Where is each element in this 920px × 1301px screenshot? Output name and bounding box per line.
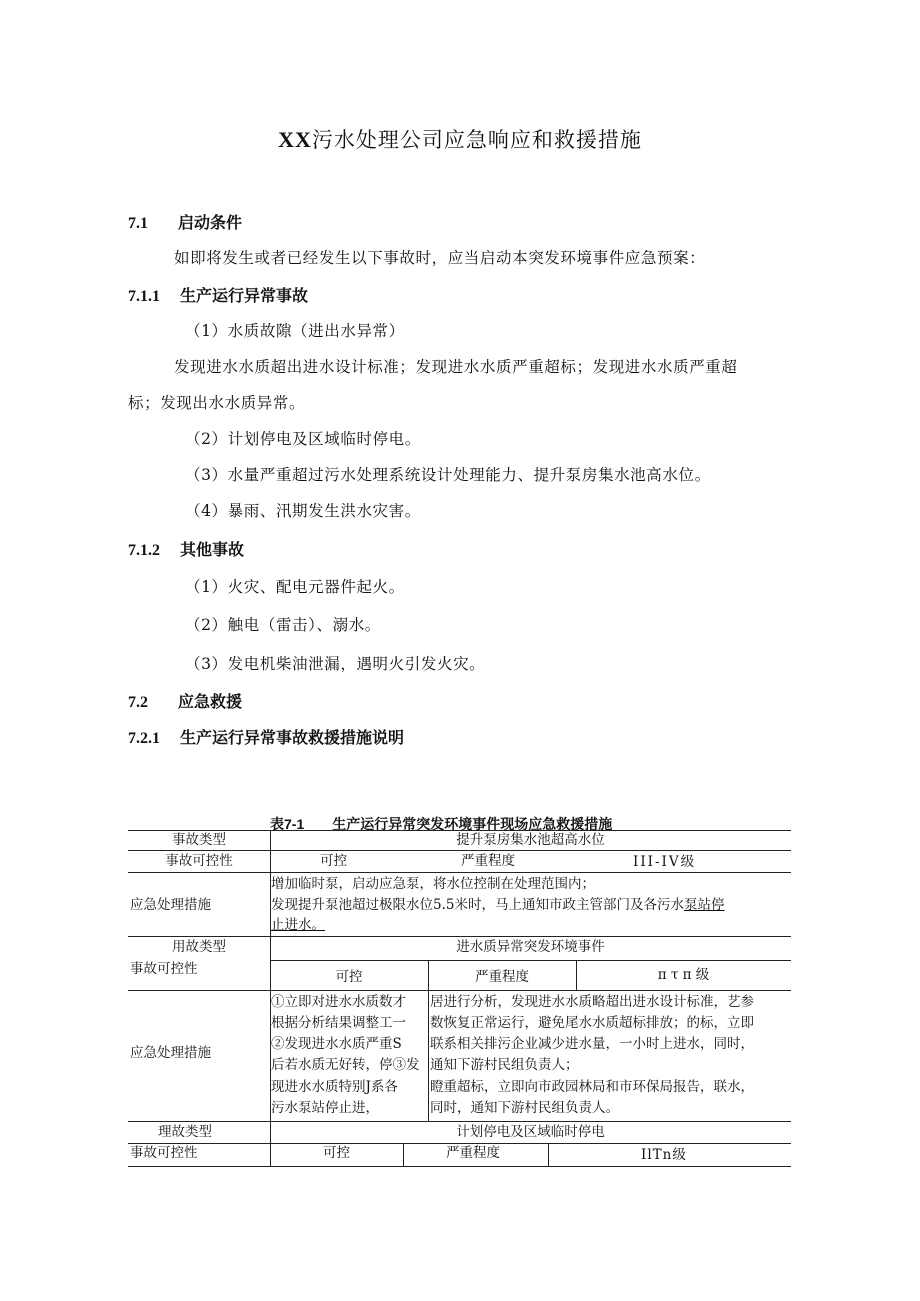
page-title	[0, 124, 920, 154]
cell-measures-line: 发现提升泵池超过极限水位5.5米时，马上通知市政主管部门及各污水泵站停	[271, 897, 725, 913]
cell-accident-type-label: 事故类型	[172, 832, 226, 848]
list-item: （1）火灾、配电元器件起火。	[185, 578, 405, 596]
cell-measures-line: 瞪重超标，立即向市政园林局和市环保局报告，联水，	[430, 1079, 754, 1095]
list-item: （2）触电（雷击）、溺水。	[185, 616, 381, 634]
cell-severity-label: 严重程度	[475, 969, 529, 985]
list-item: （3）水量严重超过污水处理系统设计处理能力、提升泵房集水池高水位。	[185, 466, 711, 484]
cell-controllability-value: 可控	[320, 853, 347, 869]
cell-accident-type-label: 理故类型	[158, 1124, 212, 1140]
heading-7-1-2: 7.1.2 其他事故	[128, 542, 245, 559]
heading-7-1-1: 7.1.1 生产运行异常事故	[128, 288, 309, 305]
cell-severity-label: 严重程度	[461, 853, 515, 869]
paragraph-line: 发现进水水质超出进水设计标准；发现进水水质严重超标；发现进水水质严重超	[174, 358, 738, 376]
cell-measures-line: 通知下游村民组负责人；	[430, 1057, 579, 1073]
heading-7-2-1: 7.2.1 生产运行异常事故救援措施说明	[128, 730, 405, 747]
cell-controllability-label: 事故可控性	[165, 853, 233, 869]
cell-measures-line: 增加临时泵，启动应急泵，将水位控制在处理范围内；	[271, 876, 595, 892]
title-prefix: XX	[278, 127, 312, 152]
table-caption: 表7-1 生产运行异常突发环境事件现场应急救援措施	[270, 816, 613, 832]
cell-controllability-value: 可控	[335, 969, 363, 985]
cell-measures-line: 数恢复正常运行，避免尾水水质超标排放；的标，立即	[430, 1015, 754, 1031]
cell-accident-type-value: 提升泵房集水池超高水位	[456, 832, 605, 848]
cell-severity-value: IlTn级	[641, 1147, 687, 1163]
cell-controllability-label: 事故可控性	[130, 1145, 198, 1161]
cell-accident-type-label: 用故类型	[172, 939, 226, 955]
list-item: （1）水质故隙（进出水异常）	[185, 322, 405, 340]
cell-measures-line: ①立即对进水水质数才	[271, 994, 406, 1010]
cell-accident-type-value: 计划停电及区域临时停电	[456, 1124, 605, 1140]
cell-measures-line: 现进水水质特别J系各	[271, 1079, 398, 1095]
cell-measures-line: 后若水质无好转，停③发	[271, 1057, 420, 1073]
cell-measures-line: 根据分析结果调整工一	[271, 1015, 406, 1031]
cell-measures-line: ②发现进水水质严重S	[271, 1036, 402, 1052]
heading-7-1: 7.1 启动条件	[128, 215, 243, 232]
heading-7-2: 7.2 应急救援	[128, 694, 243, 711]
cell-measures-line: 污水泵站停止进，	[271, 1100, 379, 1116]
cell-measures-line: 联系相关排污企业减少进水量，一小时上进水，同时，	[430, 1036, 754, 1052]
cell-measures-label: 应急处理措施	[130, 1045, 211, 1061]
title-text: 污水处理公司应急响应和救援措施	[311, 128, 642, 152]
paragraph-line: 标；发现出水水质异常。	[128, 394, 306, 412]
cell-controllability-label: 事故可控性	[130, 961, 198, 977]
cell-accident-type-value: 进水质异常突发环境事件	[456, 939, 605, 955]
cell-severity-label: 严重程度	[446, 1145, 500, 1161]
list-item: （4）暴雨、汛期发生洪水灾害。	[185, 502, 421, 520]
cell-severity-value: III-IV级	[633, 854, 697, 870]
cell-measures-line: 止进水。	[271, 917, 325, 933]
cell-severity-value: π τ π 级	[657, 967, 710, 983]
cell-measures-label: 应急处理措施	[130, 897, 211, 913]
list-item: （3）发电机柴油泄漏，遇明火引发火灾。	[185, 655, 486, 673]
cell-measures-line: 同时，通知下游村民组负责人。	[430, 1100, 619, 1116]
cell-controllability-value: 可控	[323, 1145, 350, 1161]
list-item: （2）计划停电及区域临时停电。	[185, 430, 421, 448]
emergency-measures-table	[128, 830, 791, 1167]
intro-paragraph: 如即将发生或者已经发生以下事故时，应当启动本突发环境事件应急预案：	[174, 249, 706, 267]
cell-measures-line: 居进行分析，发现进水水质略超出进水设计标准，艺参	[430, 994, 754, 1010]
